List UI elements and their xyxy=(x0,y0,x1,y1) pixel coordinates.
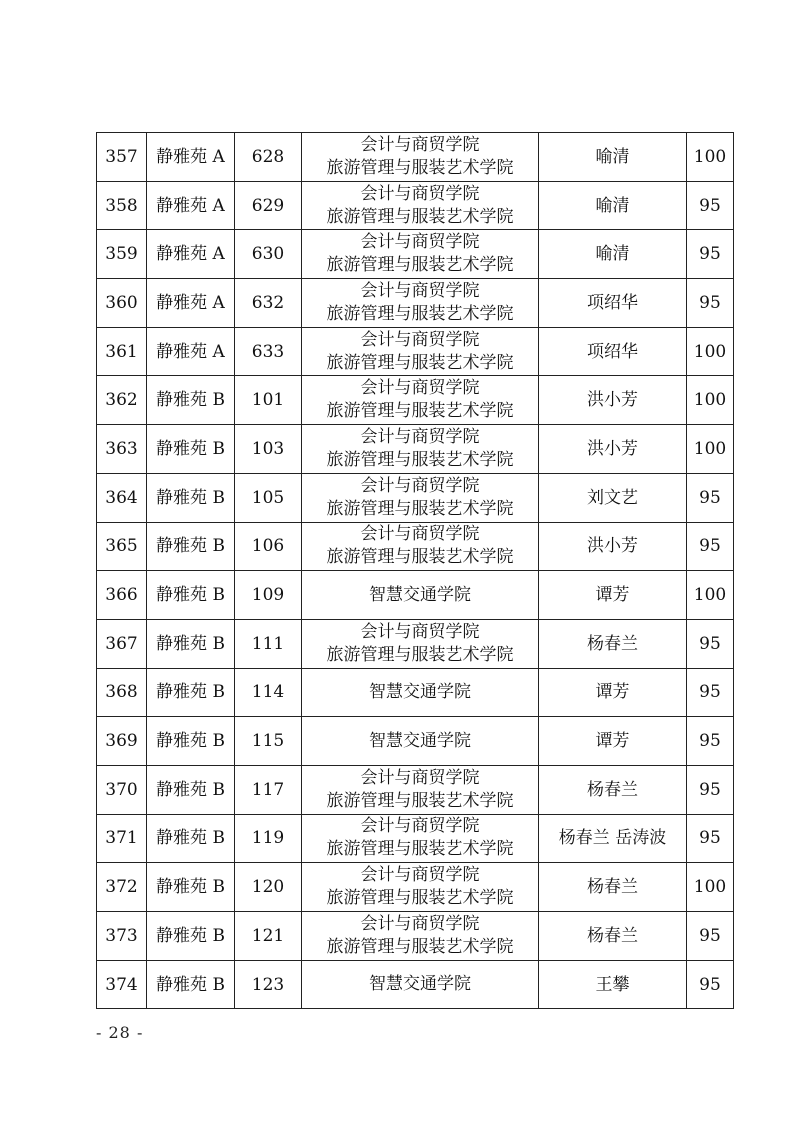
row-number-cell: 367 xyxy=(97,619,147,668)
row-number-cell: 364 xyxy=(97,473,147,522)
college-cell xyxy=(302,133,539,182)
college-name: 会计与商贸学院 xyxy=(360,475,480,496)
building-cell: 静雅苑 B xyxy=(147,425,235,474)
building-cell: 静雅苑 B xyxy=(147,863,235,912)
college-name: 会计与商贸学院 xyxy=(360,280,480,301)
table-row xyxy=(97,668,734,717)
college-name: 旅游管理与服装艺术学院 xyxy=(326,888,514,909)
room-cell: 120 xyxy=(235,863,302,912)
room-cell: 106 xyxy=(235,522,302,571)
table-row xyxy=(97,133,734,182)
teacher-cell: 王攀 xyxy=(539,960,687,1009)
room-cell: 114 xyxy=(235,668,302,717)
table-row xyxy=(97,181,734,230)
college-name: 旅游管理与服装艺术学院 xyxy=(326,206,514,227)
score-cell: 100 xyxy=(687,376,734,425)
college-cell xyxy=(302,619,539,668)
table-row xyxy=(97,230,734,279)
teacher-cell: 杨春兰 岳涛波 xyxy=(539,814,687,863)
table-row xyxy=(97,912,734,961)
teacher-cell: 杨春兰 xyxy=(539,619,687,668)
college-cell xyxy=(302,473,539,522)
college-cell xyxy=(302,522,539,571)
college-name: 智慧交通学院 xyxy=(369,974,471,995)
row-number-cell: 360 xyxy=(97,279,147,328)
score-cell: 95 xyxy=(687,765,734,814)
row-number-cell: 362 xyxy=(97,376,147,425)
building-cell: 静雅苑 B xyxy=(147,522,235,571)
college-cell xyxy=(302,717,539,766)
college-name: 旅游管理与服装艺术学院 xyxy=(326,449,514,470)
college-name: 会计与商贸学院 xyxy=(360,378,480,399)
college-name: 智慧交通学院 xyxy=(369,584,471,605)
college-name: 会计与商贸学院 xyxy=(360,232,480,253)
dormitory-score-table xyxy=(96,132,734,1009)
room-cell: 632 xyxy=(235,279,302,328)
row-number-cell: 358 xyxy=(97,181,147,230)
teacher-cell: 杨春兰 xyxy=(539,863,687,912)
table-row xyxy=(97,376,734,425)
table-row xyxy=(97,571,734,620)
college-name: 旅游管理与服装艺术学院 xyxy=(326,401,514,422)
table-row xyxy=(97,473,734,522)
college-name: 旅游管理与服装艺术学院 xyxy=(326,157,514,178)
teacher-cell: 喻清 xyxy=(539,181,687,230)
college-cell xyxy=(302,668,539,717)
table-row xyxy=(97,863,734,912)
teacher-cell: 谭芳 xyxy=(539,668,687,717)
college-cell xyxy=(302,765,539,814)
table-row xyxy=(97,327,734,376)
building-cell: 静雅苑 B xyxy=(147,912,235,961)
college-cell xyxy=(302,181,539,230)
score-cell: 95 xyxy=(687,814,734,863)
room-cell: 115 xyxy=(235,717,302,766)
score-cell: 95 xyxy=(687,717,734,766)
college-name: 旅游管理与服装艺术学院 xyxy=(326,790,514,811)
room-cell: 121 xyxy=(235,912,302,961)
row-number-cell: 361 xyxy=(97,327,147,376)
building-cell: 静雅苑 B xyxy=(147,668,235,717)
row-number-cell: 371 xyxy=(97,814,147,863)
teacher-cell: 洪小芳 xyxy=(539,522,687,571)
table-row xyxy=(97,522,734,571)
teacher-cell: 杨春兰 xyxy=(539,912,687,961)
score-cell: 95 xyxy=(687,912,734,961)
room-cell: 109 xyxy=(235,571,302,620)
college-name: 会计与商贸学院 xyxy=(360,621,480,642)
teacher-cell: 喻清 xyxy=(539,230,687,279)
room-cell: 101 xyxy=(235,376,302,425)
room-cell: 123 xyxy=(235,960,302,1009)
room-cell: 630 xyxy=(235,230,302,279)
table-row xyxy=(97,619,734,668)
college-name: 智慧交通学院 xyxy=(369,681,471,702)
teacher-cell: 谭芳 xyxy=(539,571,687,620)
college-name: 旅游管理与服装艺术学院 xyxy=(326,839,514,860)
table-row xyxy=(97,279,734,328)
row-number-cell: 363 xyxy=(97,425,147,474)
table-row xyxy=(97,425,734,474)
building-cell: 静雅苑 B xyxy=(147,571,235,620)
score-cell: 100 xyxy=(687,571,734,620)
score-cell: 95 xyxy=(687,230,734,279)
room-cell: 111 xyxy=(235,619,302,668)
score-cell: 100 xyxy=(687,863,734,912)
score-cell: 95 xyxy=(687,279,734,328)
room-cell: 103 xyxy=(235,425,302,474)
college-name: 旅游管理与服装艺术学院 xyxy=(326,303,514,324)
room-cell: 633 xyxy=(235,327,302,376)
building-cell: 静雅苑 B xyxy=(147,473,235,522)
table-row xyxy=(97,717,734,766)
teacher-cell: 喻清 xyxy=(539,133,687,182)
college-name: 会计与商贸学院 xyxy=(360,183,480,204)
row-number-cell: 368 xyxy=(97,668,147,717)
college-name: 旅游管理与服装艺术学院 xyxy=(326,498,514,519)
building-cell: 静雅苑 B xyxy=(147,814,235,863)
college-name: 会计与商贸学院 xyxy=(360,329,480,350)
college-cell xyxy=(302,571,539,620)
college-cell xyxy=(302,960,539,1009)
college-name: 旅游管理与服装艺术学院 xyxy=(326,547,514,568)
teacher-cell: 项绍华 xyxy=(539,327,687,376)
table-body xyxy=(97,133,734,1009)
score-cell: 95 xyxy=(687,619,734,668)
teacher-cell: 杨春兰 xyxy=(539,765,687,814)
table-row xyxy=(97,765,734,814)
building-cell: 静雅苑 B xyxy=(147,619,235,668)
row-number-cell: 373 xyxy=(97,912,147,961)
room-cell: 119 xyxy=(235,814,302,863)
score-cell: 100 xyxy=(687,327,734,376)
building-cell: 静雅苑 A xyxy=(147,279,235,328)
college-name: 旅游管理与服装艺术学院 xyxy=(326,255,514,276)
college-name: 会计与商贸学院 xyxy=(360,767,480,788)
row-number-cell: 374 xyxy=(97,960,147,1009)
row-number-cell: 372 xyxy=(97,863,147,912)
college-cell xyxy=(302,912,539,961)
building-cell: 静雅苑 B xyxy=(147,960,235,1009)
teacher-cell: 刘文艺 xyxy=(539,473,687,522)
room-cell: 628 xyxy=(235,133,302,182)
college-cell xyxy=(302,814,539,863)
college-name: 会计与商贸学院 xyxy=(360,816,480,837)
college-name: 旅游管理与服装艺术学院 xyxy=(326,644,514,665)
score-cell: 100 xyxy=(687,425,734,474)
table-row xyxy=(97,814,734,863)
college-name: 会计与商贸学院 xyxy=(360,134,480,155)
teacher-cell: 谭芳 xyxy=(539,717,687,766)
college-cell xyxy=(302,863,539,912)
score-cell: 100 xyxy=(687,133,734,182)
college-cell xyxy=(302,376,539,425)
row-number-cell: 369 xyxy=(97,717,147,766)
teacher-cell: 洪小芳 xyxy=(539,376,687,425)
teacher-cell: 项绍华 xyxy=(539,279,687,328)
college-name: 会计与商贸学院 xyxy=(360,524,480,545)
building-cell: 静雅苑 A xyxy=(147,327,235,376)
score-cell: 95 xyxy=(687,181,734,230)
building-cell: 静雅苑 B xyxy=(147,376,235,425)
score-cell: 95 xyxy=(687,668,734,717)
college-cell xyxy=(302,279,539,328)
teacher-cell: 洪小芳 xyxy=(539,425,687,474)
building-cell: 静雅苑 A xyxy=(147,230,235,279)
row-number-cell: 366 xyxy=(97,571,147,620)
score-cell: 95 xyxy=(687,473,734,522)
college-name: 旅游管理与服装艺术学院 xyxy=(326,936,514,957)
row-number-cell: 370 xyxy=(97,765,147,814)
building-cell: 静雅苑 B xyxy=(147,765,235,814)
college-cell xyxy=(302,327,539,376)
row-number-cell: 365 xyxy=(97,522,147,571)
row-number-cell: 359 xyxy=(97,230,147,279)
college-cell xyxy=(302,425,539,474)
score-cell: 95 xyxy=(687,960,734,1009)
building-cell: 静雅苑 A xyxy=(147,133,235,182)
building-cell: 静雅苑 B xyxy=(147,717,235,766)
room-cell: 117 xyxy=(235,765,302,814)
college-cell xyxy=(302,230,539,279)
college-name: 智慧交通学院 xyxy=(369,730,471,751)
building-cell: 静雅苑 A xyxy=(147,181,235,230)
college-name: 旅游管理与服装艺术学院 xyxy=(326,352,514,373)
college-name: 会计与商贸学院 xyxy=(360,865,480,886)
room-cell: 105 xyxy=(235,473,302,522)
row-number-cell: 357 xyxy=(97,133,147,182)
college-name: 会计与商贸学院 xyxy=(360,913,480,934)
college-name: 会计与商贸学院 xyxy=(360,426,480,447)
page-number: - 28 - xyxy=(96,1023,144,1042)
table-row xyxy=(97,960,734,1009)
room-cell: 629 xyxy=(235,181,302,230)
score-cell: 95 xyxy=(687,522,734,571)
